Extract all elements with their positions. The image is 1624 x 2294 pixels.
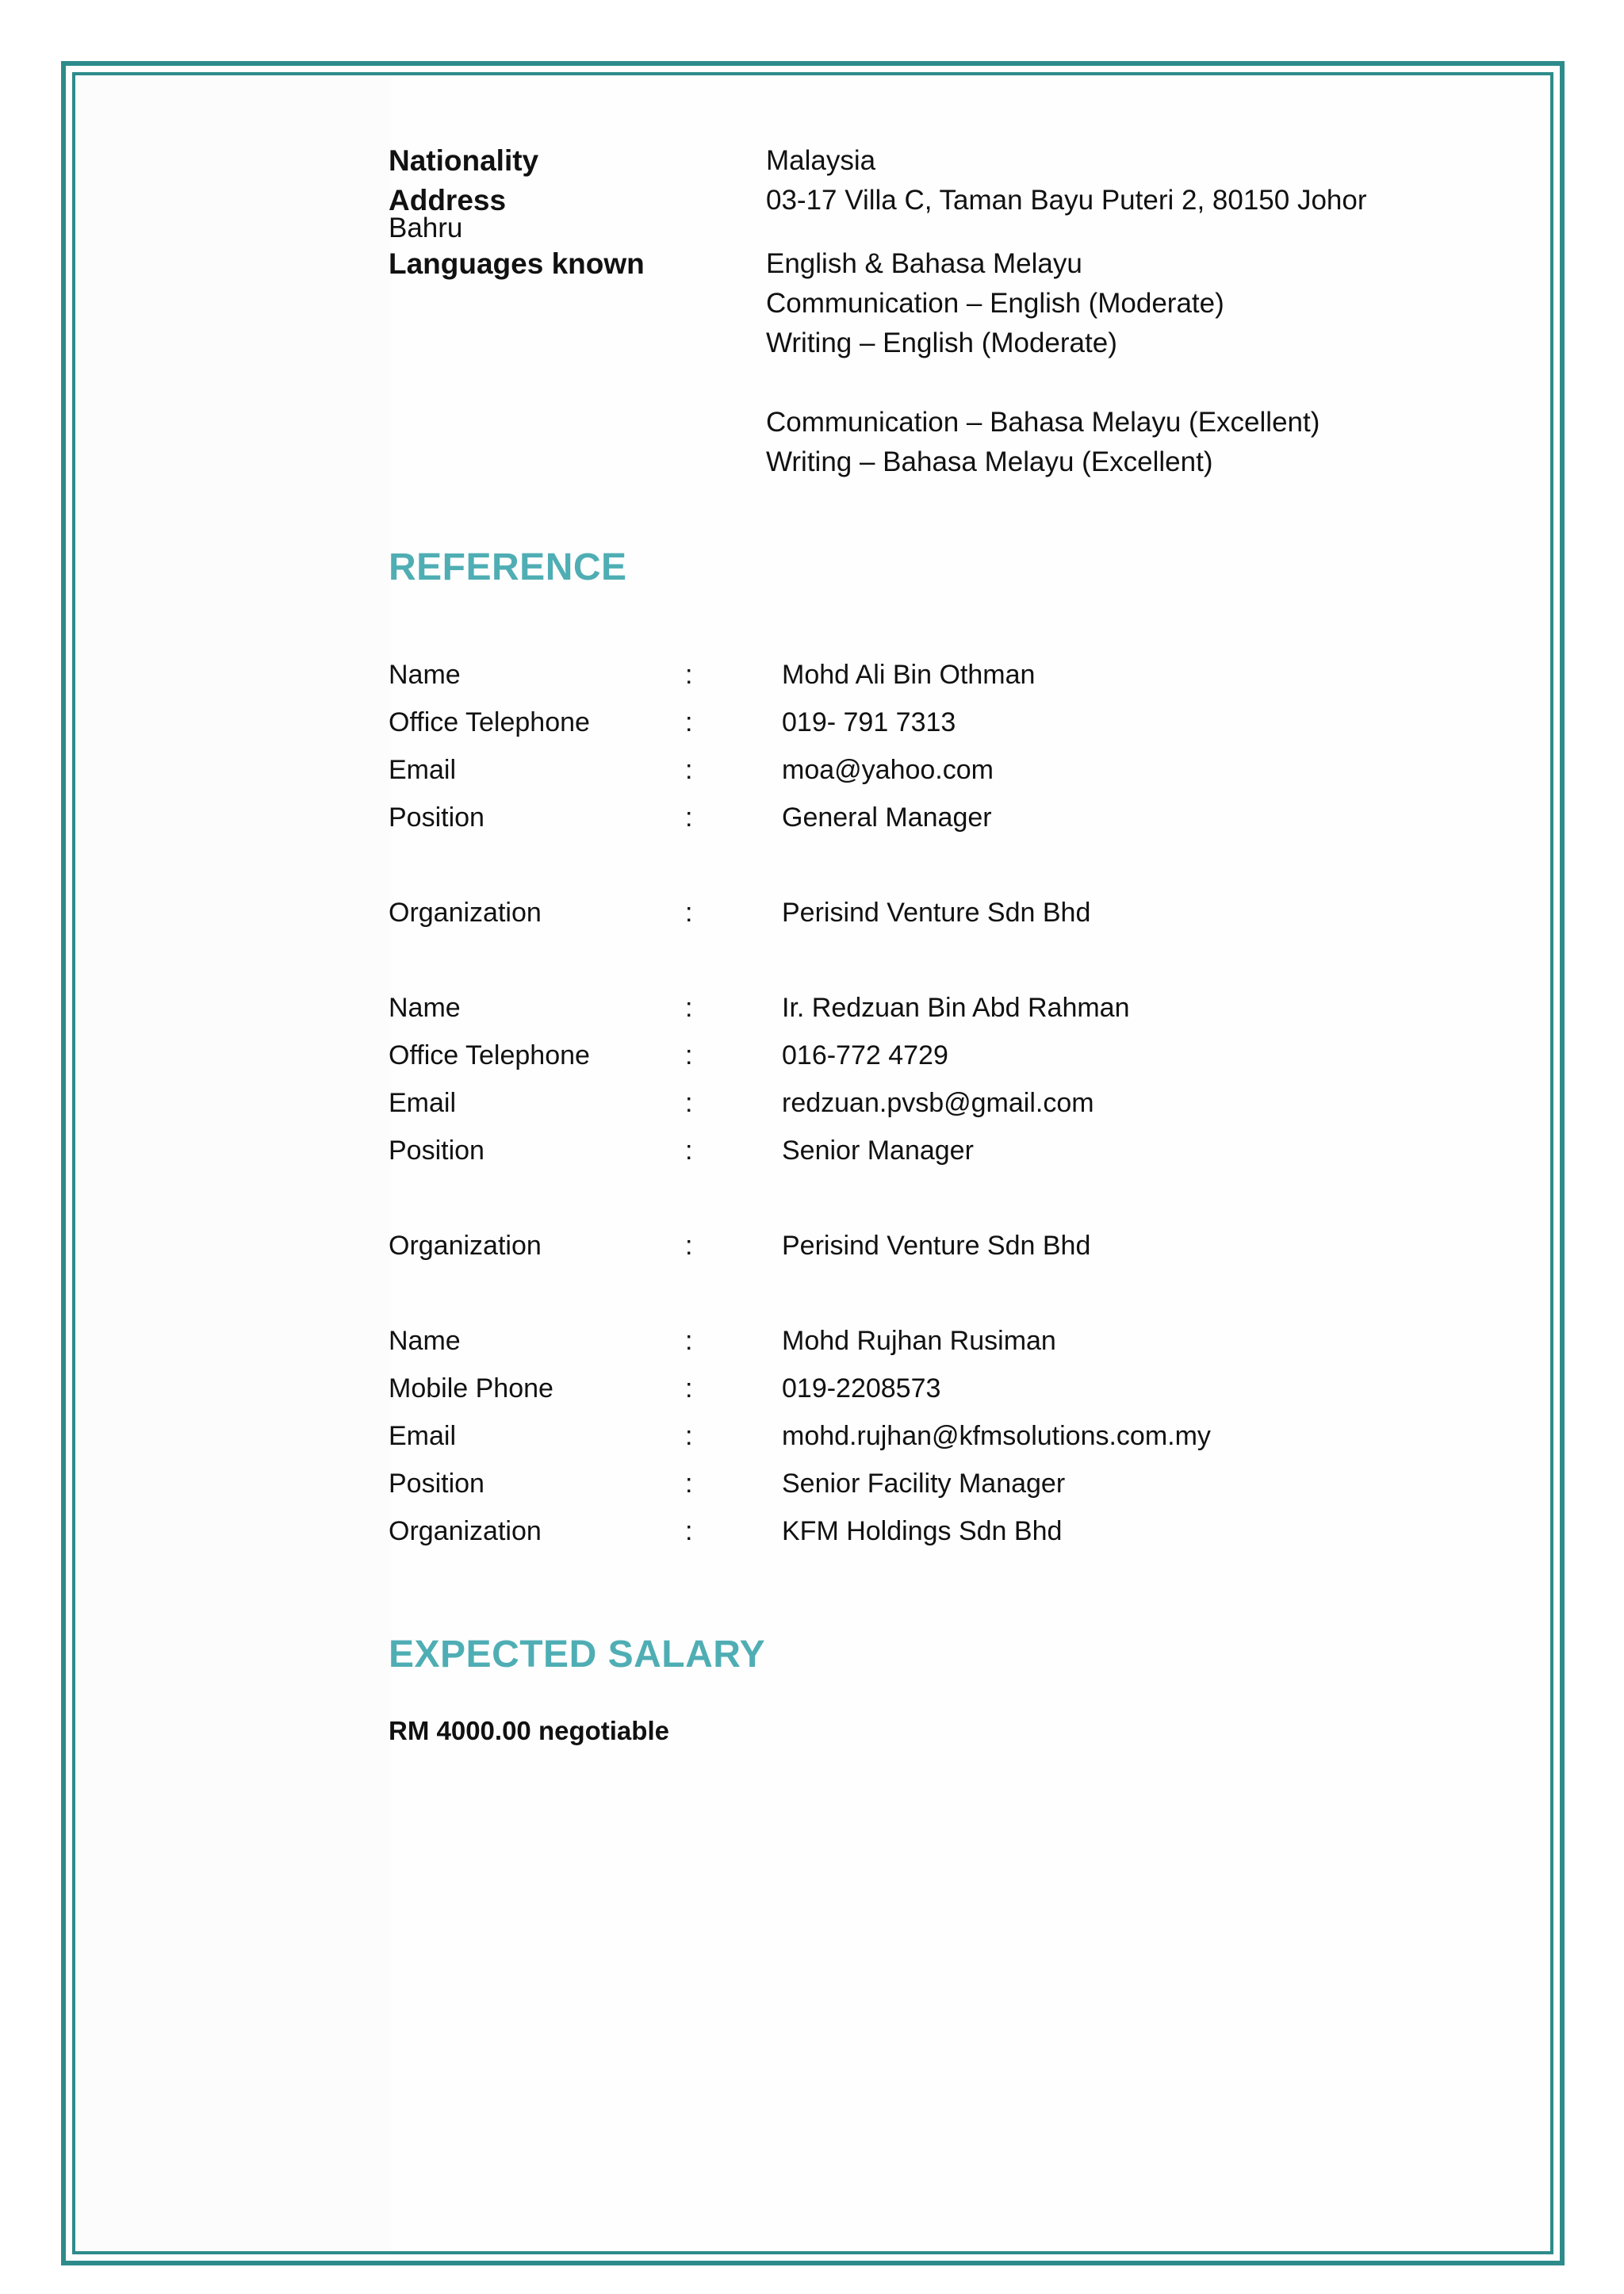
expected-salary-value: RM 4000.00 negotiable (389, 1716, 669, 1745)
ref-value: Perisind Venture Sdn Bhd (782, 898, 1091, 928)
address-line-1: 03-17 Villa C, Taman Bayu Puteri 2, 80150 Johor (766, 185, 1367, 216)
ref-value: Ir. Redzuan Bin Abd Rahman (782, 993, 1130, 1023)
ref-value: mohd.rujhan@kfmsolutions.com.my (782, 1421, 1211, 1451)
ref-row (389, 746, 1499, 794)
ref-value: Senior Manager (782, 1136, 974, 1166)
ref-row (389, 1507, 1499, 1555)
ref-row (389, 651, 1499, 699)
ref-label: Position (389, 802, 485, 833)
address-line-2: Bahru (389, 213, 463, 243)
ref-value: Senior Facility Manager (782, 1469, 1066, 1499)
ref-row (389, 889, 1499, 936)
ref-label: Organization (389, 898, 542, 928)
nationality-value: Malaysia (766, 145, 876, 176)
languages-row (389, 244, 1499, 482)
languages-label: Languages known (389, 247, 645, 280)
ref-spacer (389, 1174, 1499, 1222)
ref-value: 016-772 4729 (782, 1040, 948, 1070)
ref-row (389, 1032, 1499, 1079)
ref-value: General Manager (782, 802, 992, 833)
ref-value: KFM Holdings Sdn Bhd (782, 1516, 1063, 1546)
left-column-shade (76, 76, 392, 2250)
ref-label: Organization (389, 1231, 542, 1261)
address-row (389, 181, 1499, 244)
reference-heading: REFERENCE (389, 546, 627, 588)
ref-label: Office Telephone (389, 707, 590, 737)
ref-colon: : (685, 1469, 693, 1499)
ref-label: Office Telephone (389, 1040, 590, 1070)
ref-colon: : (685, 802, 693, 833)
nationality-row (389, 141, 1499, 181)
ref-colon: : (685, 755, 693, 785)
resume-content (389, 141, 1499, 1746)
address-label: Address (389, 184, 507, 216)
ref-label: Email (389, 1421, 457, 1451)
ref-row (389, 1317, 1499, 1365)
ref-value: moa@yahoo.com (782, 755, 994, 785)
ref-label: Organization (389, 1516, 542, 1546)
ref-label: Name (389, 660, 461, 690)
ref-row (389, 1412, 1499, 1460)
ref-row (389, 1460, 1499, 1507)
ref-label: Email (389, 1088, 457, 1118)
language-item: Writing – Bahasa Melayu (Excellent) (766, 446, 1213, 477)
ref-label: Mobile Phone (389, 1373, 553, 1404)
ref-spacer (389, 841, 1499, 889)
nationality-label: Nationality (389, 144, 539, 177)
ref-row (389, 699, 1499, 746)
ref-colon: : (685, 1040, 693, 1070)
personal-details (389, 141, 1499, 482)
ref-colon: : (685, 707, 693, 737)
ref-spacer (389, 936, 1499, 984)
ref-label: Name (389, 1326, 461, 1356)
ref-colon: : (685, 1373, 693, 1404)
ref-colon: : (685, 993, 693, 1023)
language-item: English & Bahasa Melayu (766, 248, 1082, 279)
ref-colon: : (685, 1516, 693, 1546)
ref-colon: : (685, 1231, 693, 1261)
languages-list (766, 244, 1320, 482)
ref-colon: : (685, 1088, 693, 1118)
ref-spacer (389, 1270, 1499, 1317)
ref-colon: : (685, 898, 693, 928)
ref-row (389, 1222, 1499, 1270)
ref-value: Mohd Rujhan Rusiman (782, 1326, 1056, 1356)
ref-row (389, 794, 1499, 841)
reference-list (389, 651, 1499, 1555)
ref-value: Mohd Ali Bin Othman (782, 660, 1036, 690)
ref-row (389, 1365, 1499, 1412)
ref-colon: : (685, 1326, 693, 1356)
ref-colon: : (685, 1421, 693, 1451)
ref-row (389, 984, 1499, 1032)
language-item: Communication – Bahasa Melayu (Excellent) (766, 407, 1320, 438)
ref-label: Name (389, 993, 461, 1023)
ref-label: Email (389, 755, 457, 785)
ref-value: Perisind Venture Sdn Bhd (782, 1231, 1091, 1261)
ref-value: 019- 791 7313 (782, 707, 956, 737)
ref-colon: : (685, 1136, 693, 1166)
ref-value: 019-2208573 (782, 1373, 941, 1404)
ref-label: Position (389, 1136, 485, 1166)
expected-salary-heading: EXPECTED SALARY (389, 1633, 766, 1676)
ref-colon: : (685, 660, 693, 690)
language-spacer (766, 363, 1320, 403)
ref-label: Position (389, 1469, 485, 1499)
ref-row (389, 1079, 1499, 1127)
language-item: Writing – English (Moderate) (766, 327, 1117, 358)
ref-value: redzuan.pvsb@gmail.com (782, 1088, 1094, 1118)
language-item: Communication – English (Moderate) (766, 288, 1224, 319)
ref-row (389, 1127, 1499, 1174)
